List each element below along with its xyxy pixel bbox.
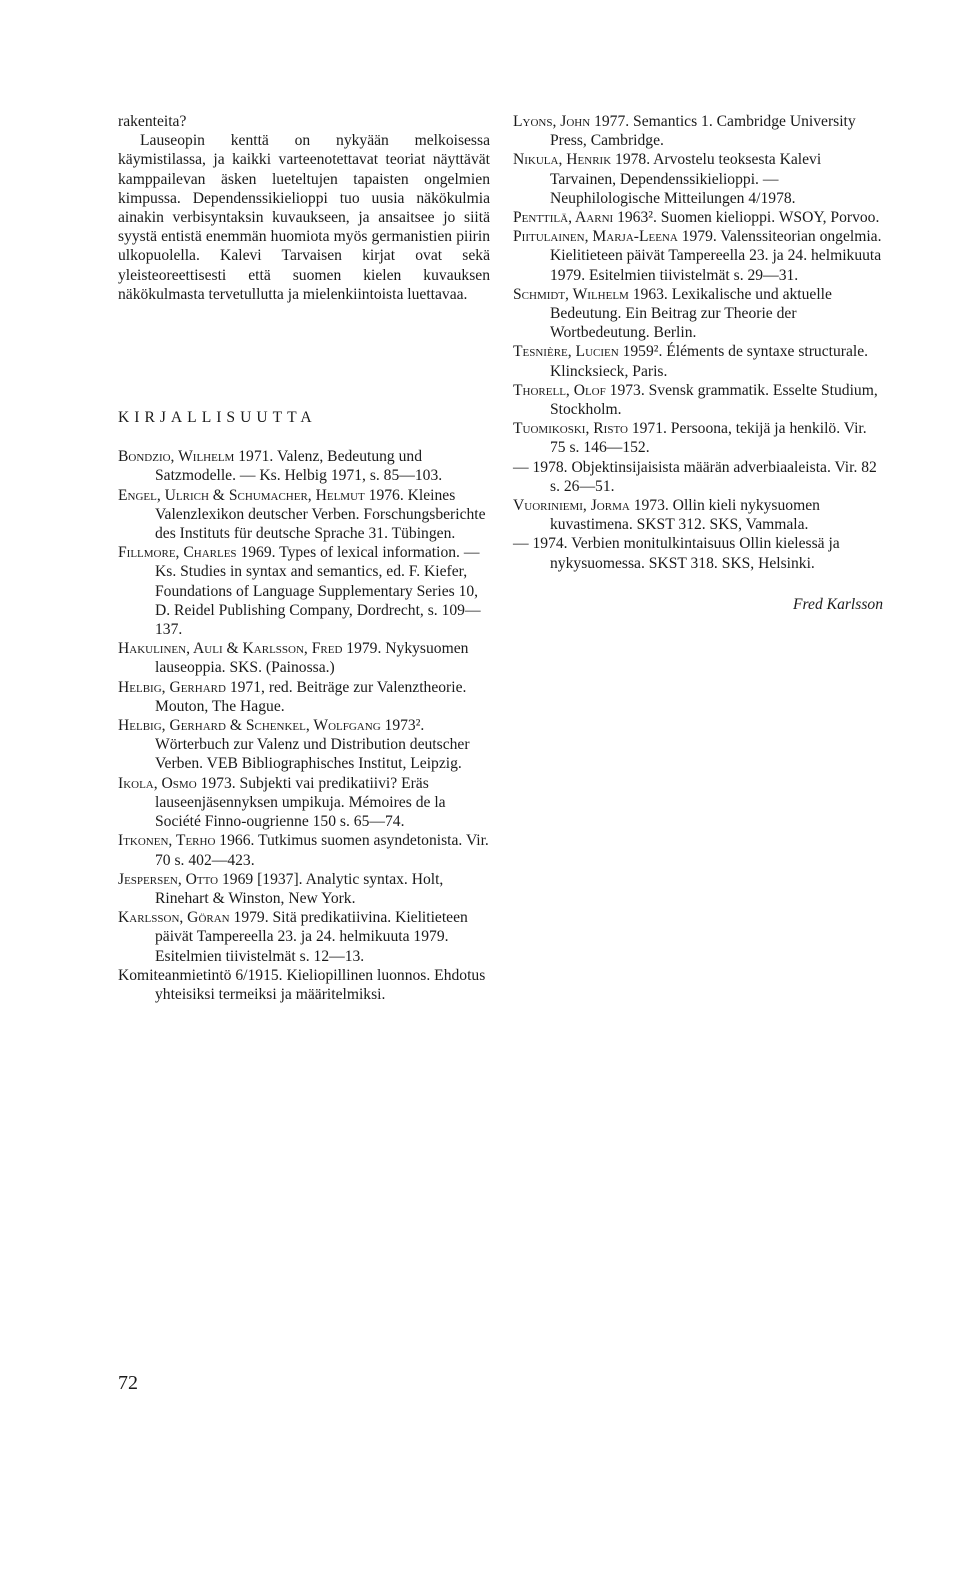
- reference-entry: [118, 639, 490, 677]
- reference-text: 1971. Persoona, tekijä ja henkilö. Vir. 75 s. 146—152.: [550, 420, 867, 457]
- reference-entry: [513, 381, 883, 419]
- left-column: [118, 112, 490, 1004]
- reference-text: 1978. Arvostelu teoksesta Kalevi Tarvainen, Dependenssikielioppi. — Neuphilologische Mitteilungen 4/1978.: [550, 151, 822, 207]
- reference-author: Lyons, John: [513, 113, 591, 130]
- reference-author: Tuomikoski, Risto: [513, 420, 628, 438]
- reference-text: 1979. Nykysuomen lauseoppia. SKS. (Painossa.): [155, 640, 469, 677]
- reference-entry: [118, 966, 490, 1004]
- reference-text: 1971. Valenz, Bedeutung und Satzmodelle. — Ks. Helbig 1971, s. 85—103.: [155, 448, 443, 485]
- reference-author: Jespersen, Otto: [118, 870, 219, 888]
- reference-author: Engel, Ulrich & Schumacher, Helmut: [118, 486, 365, 504]
- body-paragraph: Lauseopin kenttä on nykyään melkoisessa käymistilassa, ja kaikki varteenotettavat teoriat näyttävät kamppailevan äsken lueteltujen tapaisten ongelmien kimpussa. Dependenssikielioppi tuo uusia näkökulmia ainakin verbisyntaksin kuvaukseen, ja ansaitsee jo siitä syystä entistä enemmän huomiota myös germanistien piirin ulkopuolella. Kalevi Tarvaisen kirjat ovat sekä yleisteoreettisesti että suomen kielen kuvauksen näkökulmasta tervetullutta ja mielenkiintoista luettavaa.: [118, 132, 490, 303]
- reference-text: 1973. Svensk grammatik. Esselte Studium, Stockholm.: [550, 381, 878, 419]
- reference-author: —: [513, 458, 529, 476]
- reference-entry: [513, 150, 883, 208]
- reference-entry: [513, 534, 883, 572]
- reference-text: 1973². Wörterbuch zur Valenz und Distribution deutscher Verben. VEB Bibliographisches Institut, Leipzig.: [155, 717, 470, 773]
- reference-entry: [118, 486, 490, 544]
- reference-text: 1979. Valenssiteorian ongelmia. Kielitieteen päivät Tampereella 23. ja 24. helmikuuta 1979. Esitelmien tiivistelmät s. 29—31.: [550, 228, 882, 284]
- reference-author: Fillmore, Charles: [118, 544, 237, 562]
- reference-author: Helbig, Gerhard & Schenkel, Wolfgang: [118, 717, 381, 735]
- reference-author: Vuoriniemi, Jorma: [513, 497, 630, 515]
- reference-author: Tesnière, Lucien: [513, 343, 619, 361]
- reference-entry: [118, 831, 490, 869]
- reference-text: 1959². Éléments de syntaxe structurale. Klincksieck, Paris.: [550, 343, 869, 380]
- reference-text: 1963². Suomen kielioppi. WSOY, Porvoo.: [613, 209, 880, 227]
- reference-author: Itkonen, Terho: [118, 832, 216, 850]
- reference-text: 1978. Objektinsijaisista määrän adverbiaaleista. Vir. 82 s. 26—51.: [528, 458, 877, 495]
- reference-entry: [118, 543, 490, 639]
- reference-text: 1977. Semantics 1. Cambridge University Press, Cambridge.: [550, 113, 856, 150]
- reference-entry: [118, 716, 490, 774]
- reference-author: —: [513, 535, 529, 553]
- reference-text: 1979. Sitä predikatiivina. Kielitieteen päivät Tampereella 23. ja 24. helmikuuta 1979. Esitelmien tiivistelmät s. 12—13.: [155, 909, 468, 965]
- reference-list-right: [513, 112, 883, 573]
- reference-text: 1976. Kleines Valenzlexikon deutscher Verben. Forschungsberichte des Instituts für deutsche Sprache 31. Tübingen.: [155, 486, 486, 543]
- reference-text: 1971, red. Beiträge zur Valenztheorie. Mouton, The Hague.: [155, 678, 467, 715]
- reference-entry: [513, 496, 883, 534]
- reference-author: Bondzio, Wilhelm: [118, 448, 235, 466]
- reference-entry: [513, 112, 883, 150]
- page-number: 72: [118, 1372, 138, 1394]
- reference-entry: [118, 908, 490, 966]
- reference-text: 1966. Tutkimus suomen asyndetonista. Vir. 70 s. 402—423.: [155, 832, 489, 869]
- reference-author: Hakulinen, Auli & Karlsson, Fred: [118, 640, 343, 658]
- reference-entry: [118, 447, 490, 485]
- right-column: [513, 112, 883, 614]
- author-signature: Fred Karlsson: [793, 595, 883, 613]
- reference-text: 1969 [1937]. Analytic syntax. Holt, Rinehart & Winston, New York.: [155, 870, 444, 907]
- reference-author: Nikula, Henrik: [513, 151, 612, 169]
- reference-entry: [118, 870, 490, 908]
- reference-entry: [513, 208, 883, 227]
- reference-text: Komiteanmietintö 6/1915. Kieliopillinen luonnos. Ehdotus yhteisiksi termeiksi ja määritelmiksi.: [118, 966, 486, 1003]
- reference-entry: [118, 678, 490, 716]
- reference-entry: [513, 458, 883, 496]
- reference-text: 1963. Lexikalische und aktuelle Bedeutung. Ein Beitrag zur Theorie der Wortbedeutung. Berlin.: [550, 285, 832, 342]
- reference-text: 1973. Ollin kieli nykysuomen kuvastimena. SKST 312. SKS, Vammala.: [550, 497, 820, 534]
- reference-author: Penttilä, Aarni: [513, 209, 614, 227]
- reference-author: Schmidt, Wilhelm: [513, 285, 629, 303]
- reference-author: Thorell, Olof: [513, 381, 606, 399]
- reference-entry: [513, 227, 883, 285]
- reference-author: Helbig, Gerhard: [118, 678, 226, 696]
- reference-text: 1974. Verbien monitulkintaisuus Ollin kielessä ja nykysuomessa. SKST 318. SKS, Helsinki.: [528, 535, 840, 572]
- references-heading: KIRJALLISUUTTA: [118, 409, 317, 427]
- continuation-text: rakenteita?: [118, 113, 187, 130]
- reference-entry: [513, 342, 883, 380]
- reference-entry: [513, 419, 883, 457]
- reference-entry: [513, 285, 883, 343]
- reference-author: Piitulainen, Marja-Leena: [513, 228, 678, 246]
- reference-text: 1973. Subjekti vai predikatiivi? Eräs lauseenjäsennyksen umpikuja. Mémoires de la Société Finno-ougrienne 150 s. 65—74.: [155, 774, 446, 831]
- reference-text: 1969. Types of lexical information. — Ks. Studies in syntax and semantics, ed. F. Kiefer, Foundations of Language Supplementary Series 10, D. Reidel Publishing Company, Dordrecht, s. 109—137.: [155, 544, 481, 639]
- reference-author: Ikola, Osmo: [118, 774, 197, 792]
- reference-entry: [118, 774, 490, 832]
- reference-list-left: [118, 447, 490, 1004]
- reference-author: Karlsson, Göran: [118, 909, 230, 927]
